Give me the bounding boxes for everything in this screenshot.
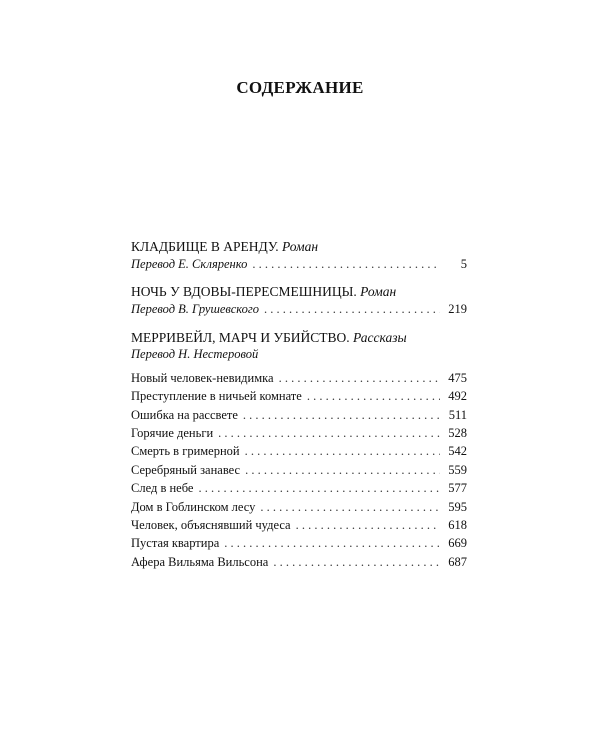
page-number: 542 [448,444,467,459]
page-number: 595 [448,499,467,514]
entry-title: След в небе [131,481,194,496]
entry-title: Новый человек-невидимка [131,370,274,385]
dot-leader [224,534,440,552]
toc-section-1 [131,238,467,273]
page-number: 5 [460,257,467,271]
toc-entry[interactable] [131,369,467,387]
translator-row[interactable] [131,255,467,273]
toc-entry[interactable] [131,534,467,552]
page-number: 219 [448,302,467,317]
toc-entry[interactable] [131,387,467,405]
entry-title: Пустая квартира [131,536,220,551]
entry-title: Ошибка на рассвете [131,407,238,422]
page-number: 559 [448,462,467,477]
dot-leader [245,461,440,479]
entry-title: Смерть в гримерной [131,444,240,459]
dot-leader [273,553,440,571]
dot-leader [260,498,440,516]
dot-leader [296,516,440,534]
page-number: 687 [448,554,467,569]
toc-section-2 [131,283,467,318]
dot-leader [198,479,440,497]
dot-leader [245,442,440,460]
page-number: 577 [448,481,467,496]
toc-entry[interactable] [131,479,467,497]
entry-title: Горячие деньги [131,426,214,441]
dot-leader [243,406,440,424]
section-heading [131,238,467,255]
toc-entry[interactable] [131,442,467,460]
translator-row[interactable] [131,300,467,318]
toc-entry[interactable] [131,424,467,442]
dot-leader [307,387,440,405]
entry-title: Серебряный занавес [131,462,241,477]
dot-leader [252,255,440,273]
section-type: Роман [360,284,397,300]
page-title: СОДЕРЖАНИЕ [236,78,364,97]
toc-section-3 [131,329,467,571]
section-heading [131,283,467,300]
page-number: 669 [448,536,467,551]
toc-entry[interactable] [131,553,467,571]
story-list [131,369,467,571]
entry-title: Афера Вильяма Вильсона [131,554,269,569]
toc-entry[interactable] [131,498,467,516]
table-of-contents [131,238,467,581]
entry-title: Преступление в ничьей комнате [131,389,302,404]
section-title: НОЧЬ У ВДОВЫ-ПЕРЕСМЕШНИЦЫ. [131,284,357,300]
translator-label: Перевод В. Грушевского [131,302,259,317]
page-number: 618 [448,518,467,533]
translator-label: Перевод Е. Скляренко [131,257,248,271]
section-type: Рассказы [353,329,407,345]
dot-leader [264,300,440,318]
page-number: 511 [448,407,467,422]
section-title: МЕРРИВЕЙЛ, МАРЧ И УБИЙСТВО. [131,329,350,345]
page-number: 492 [448,389,467,404]
section-title: КЛАДБИЩЕ В АРЕНДУ. [131,239,279,254]
section-heading [131,329,467,346]
entry-title: Дом в Гоблинском лесу [131,499,256,514]
toc-entry[interactable] [131,406,467,424]
dot-leader [279,369,440,387]
translator-label: Перевод Н. Нестеровой [131,346,259,361]
page-number: 475 [448,370,467,385]
toc-entry[interactable] [131,461,467,479]
entry-title: Человек, объяснявший чудеса [131,518,291,533]
section-type: Роман [281,239,319,254]
toc-entry[interactable] [131,516,467,534]
dot-leader [218,424,440,442]
page-number: 528 [448,426,467,441]
